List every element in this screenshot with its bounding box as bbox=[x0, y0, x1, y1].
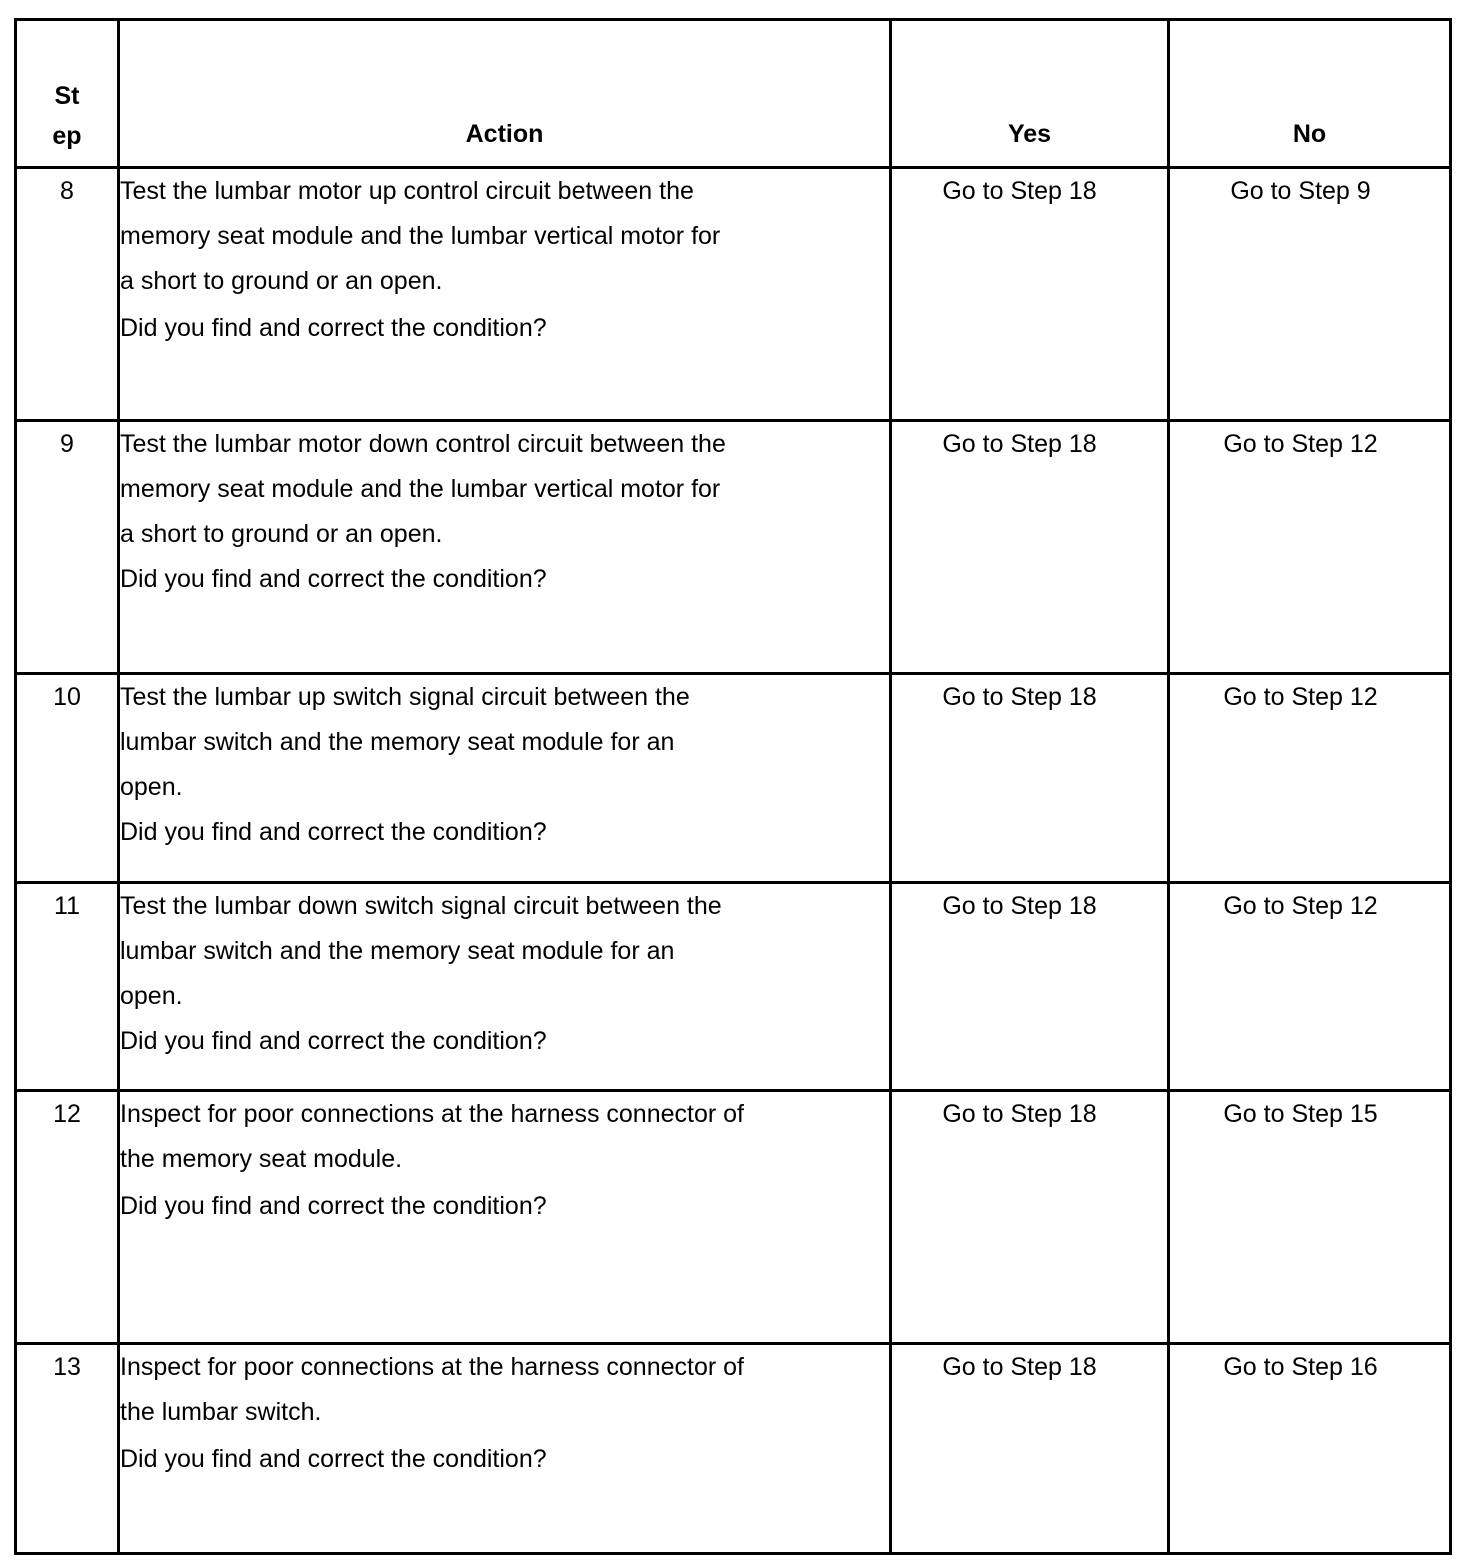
action-cell bbox=[119, 1344, 891, 1554]
yes-cell bbox=[891, 421, 1169, 674]
action-line: Test the lumbar motor up control circuit between the bbox=[120, 177, 694, 205]
action-line: Did you find and correct the condition? bbox=[120, 818, 547, 846]
yes-result: Go to Step 18 bbox=[942, 683, 1097, 711]
header-row bbox=[16, 20, 1451, 168]
no-cell bbox=[1169, 421, 1451, 674]
step-number: 13 bbox=[16, 1344, 119, 1554]
table-row bbox=[16, 1344, 1451, 1554]
no-cell bbox=[1169, 1091, 1451, 1344]
action-line: Did you find and correct the condition? bbox=[120, 565, 547, 593]
no-result: Go to Step 16 bbox=[1223, 1353, 1378, 1381]
action-line: open. bbox=[120, 773, 183, 801]
action-line: a short to ground or an open. bbox=[120, 267, 443, 295]
step-number: 12 bbox=[16, 1091, 119, 1344]
diagnostic-table bbox=[14, 18, 1452, 1555]
action-cell bbox=[119, 1091, 891, 1344]
action-line: Test the lumbar motor down control circuit between the bbox=[120, 430, 726, 458]
step-number: 10 bbox=[16, 674, 119, 883]
yes-cell bbox=[891, 883, 1169, 1091]
no-result: Go to Step 12 bbox=[1223, 430, 1378, 458]
yes-result: Go to Step 18 bbox=[942, 430, 1097, 458]
table-row bbox=[16, 168, 1451, 421]
yes-result: Go to Step 18 bbox=[942, 1100, 1097, 1128]
table-row bbox=[16, 674, 1451, 883]
action-line: memory seat module and the lumbar vertical motor for bbox=[120, 222, 721, 250]
no-cell bbox=[1169, 168, 1451, 421]
yes-result: Go to Step 18 bbox=[942, 177, 1097, 205]
yes-result: Go to Step 18 bbox=[942, 1353, 1097, 1381]
action-line: Inspect for poor connections at the harness connector of bbox=[120, 1100, 744, 1128]
action-line: Inspect for poor connections at the harness connector of bbox=[120, 1353, 744, 1381]
yes-cell bbox=[891, 1344, 1169, 1554]
table-row bbox=[16, 421, 1451, 674]
header-yes-label: Yes bbox=[1007, 120, 1052, 148]
action-line: the memory seat module. bbox=[120, 1145, 403, 1173]
yes-cell bbox=[891, 1091, 1169, 1344]
action-line: open. bbox=[120, 982, 183, 1010]
action-cell bbox=[119, 883, 891, 1091]
no-result: Go to Step 9 bbox=[1230, 177, 1371, 205]
step-number: 9 bbox=[16, 421, 119, 674]
action-line: Test the lumbar up switch signal circuit between the bbox=[120, 683, 690, 711]
action-line: the lumbar switch. bbox=[120, 1398, 322, 1426]
action-line: a short to ground or an open. bbox=[120, 520, 443, 548]
header-no bbox=[1169, 20, 1451, 168]
no-result: Go to Step 12 bbox=[1223, 683, 1378, 711]
action-line: lumbar switch and the memory seat module for an bbox=[120, 937, 675, 965]
action-line: Did you find and correct the condition? bbox=[120, 1445, 547, 1473]
action-line: memory seat module and the lumbar vertical motor for bbox=[120, 475, 721, 503]
header-action bbox=[119, 20, 891, 168]
header-no-label: No bbox=[1292, 120, 1327, 148]
no-result: Go to Step 12 bbox=[1223, 892, 1378, 920]
table-row bbox=[16, 1091, 1451, 1344]
header-yes bbox=[891, 20, 1169, 168]
action-cell bbox=[119, 421, 891, 674]
table-row bbox=[16, 883, 1451, 1091]
action-line: Did you find and correct the condition? bbox=[120, 314, 547, 342]
step-number: 11 bbox=[16, 883, 119, 1091]
action-line: lumbar switch and the memory seat module for an bbox=[120, 728, 675, 756]
yes-cell bbox=[891, 674, 1169, 883]
no-cell bbox=[1169, 883, 1451, 1091]
header-step bbox=[16, 20, 119, 168]
step-number: 8 bbox=[16, 168, 119, 421]
no-result: Go to Step 15 bbox=[1223, 1100, 1378, 1128]
action-line: Did you find and correct the condition? bbox=[120, 1027, 547, 1055]
action-line: Did you find and correct the condition? bbox=[120, 1192, 547, 1220]
action-line: Test the lumbar down switch signal circuit between the bbox=[120, 892, 722, 920]
action-cell bbox=[119, 168, 891, 421]
header-action-label: Action bbox=[465, 120, 544, 148]
yes-result: Go to Step 18 bbox=[942, 892, 1097, 920]
header-step-label: St ep bbox=[52, 82, 82, 150]
yes-cell bbox=[891, 168, 1169, 421]
no-cell bbox=[1169, 1344, 1451, 1554]
no-cell bbox=[1169, 674, 1451, 883]
action-cell bbox=[119, 674, 891, 883]
